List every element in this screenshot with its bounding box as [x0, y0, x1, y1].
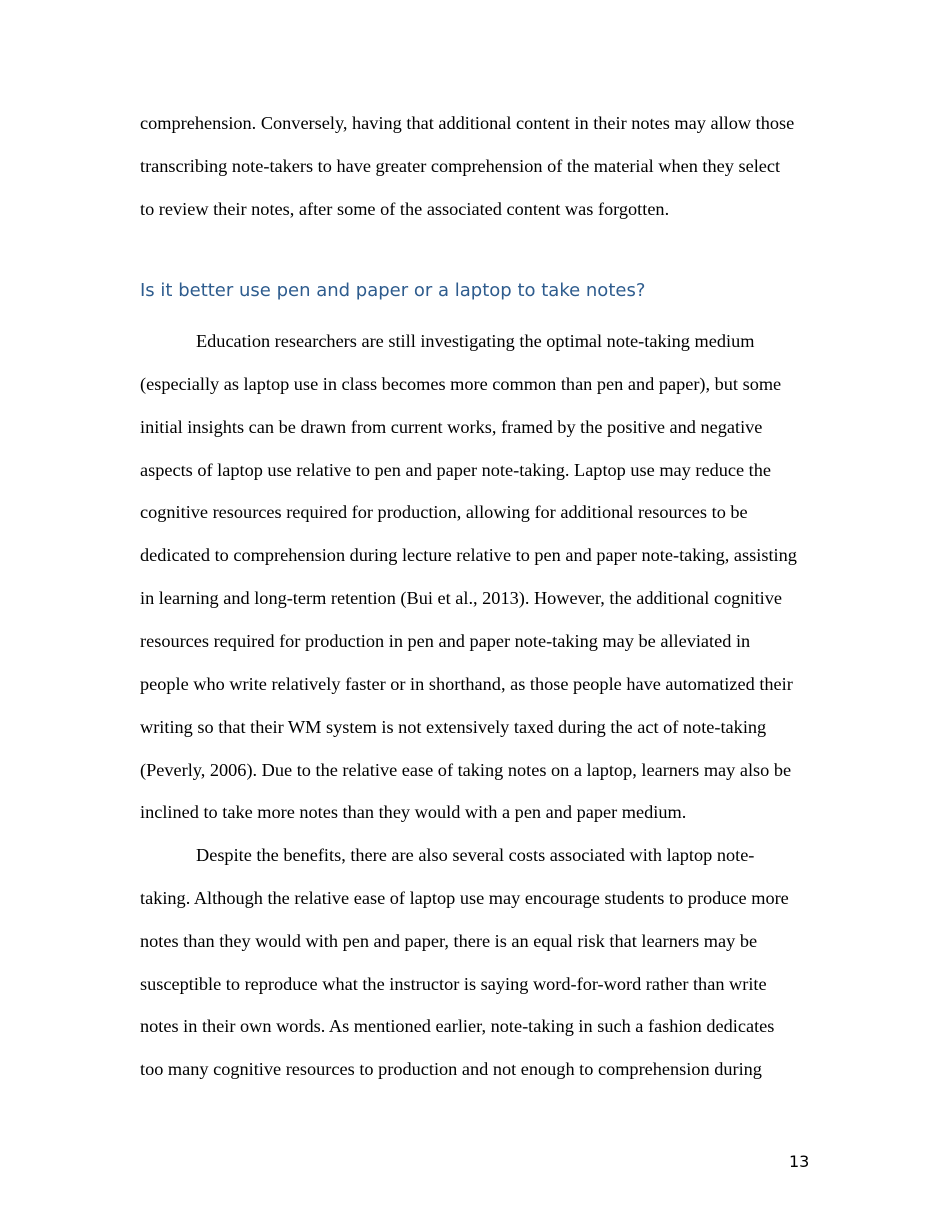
page-number: 13 — [789, 1152, 810, 1171]
text-line: dedicated to comprehension during lecture relative to pen and paper note-taking, assisting — [140, 545, 797, 565]
text-line: transcribing note-takers to have greater comprehension of the material when they select — [140, 156, 781, 176]
text-line: Despite the benefits, there are also several costs associated with laptop note- — [196, 845, 755, 865]
text-line: too many cognitive resources to production and not enough to comprehension during — [140, 1059, 762, 1079]
text-line: notes than they would with pen and paper, there is an equal risk that learners may be — [140, 931, 758, 951]
text-line: writing so that their WM system is not extensively taxed during the act of note-taking — [140, 717, 767, 737]
text-line: comprehension. Conversely, having that additional content in their notes may allow those — [140, 113, 795, 133]
section-heading: Is it better use pen and paper or a laptop to take notes? — [140, 280, 646, 301]
text-line: inclined to take more notes than they would with a pen and paper medium. — [140, 802, 687, 822]
text-line: (especially as laptop use in class becomes more common than pen and paper), but some — [140, 374, 782, 394]
text-line: initial insights can be drawn from current works, framed by the positive and negative — [140, 417, 763, 437]
text-line: taking. Although the relative ease of laptop use may encourage students to produce more — [140, 888, 789, 908]
text-line: notes in their own words. As mentioned earlier, note-taking in such a fashion dedicates — [140, 1016, 775, 1036]
text-line: to review their notes, after some of the associated content was forgotten. — [140, 199, 670, 219]
text-line: cognitive resources required for production, allowing for additional resources to be — [140, 502, 748, 522]
text-line: resources required for production in pen and paper note-taking may be alleviated in — [140, 631, 751, 651]
text-line: susceptible to reproduce what the instructor is saying word-for-word rather than write — [140, 974, 767, 994]
text-line: in learning and long-term retention (Bui et al., 2013). However, the additional cognitive — [140, 588, 782, 608]
text-line: Education researchers are still investigating the optimal note-taking medium — [196, 331, 755, 351]
text-line: people who write relatively faster or in shorthand, as those people have automatized their — [140, 674, 793, 694]
text-line: (Peverly, 2006). Due to the relative ease of taking notes on a laptop, learners may also be — [140, 760, 792, 780]
text-line: aspects of laptop use relative to pen and paper note-taking. Laptop use may reduce the — [140, 460, 771, 480]
